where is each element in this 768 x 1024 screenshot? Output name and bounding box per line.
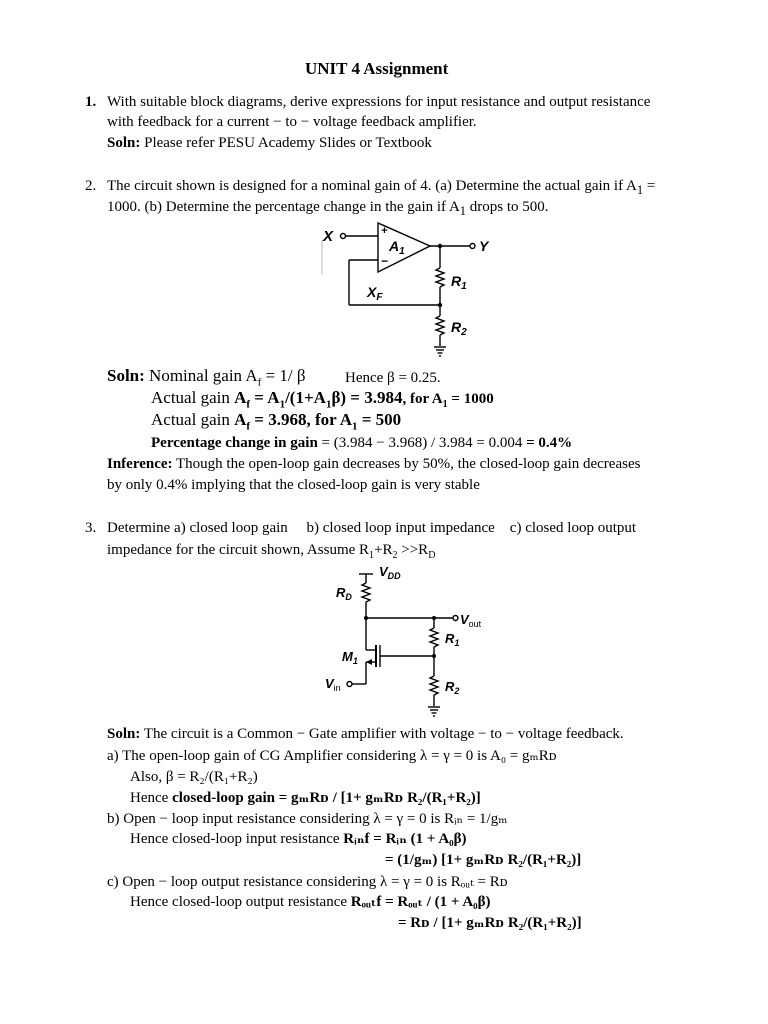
q1-soln-text: Please refer PESU Academy Slides or Textbook: [140, 135, 432, 151]
q2-actual2-eq: $A_f = 3.968$, for $A_1 = 500$: [234, 410, 402, 433]
q2-nominal-end: = 1/ β: [261, 366, 306, 385]
q3-soln-text: The circuit is a Common − Gate amplifier with voltage − to − voltage feedback.: [140, 726, 624, 742]
q3-vdd-label: $V_{DD}$: [379, 564, 401, 581]
q2-pct-text: = (3.984 − 3.968) / 3.984 = 0.004: [317, 435, 527, 451]
q2-actual1-label: Actual gain: [151, 388, 235, 407]
q3-b-line3: = (1/gₘ) [1+ gₘRᴅ R₂/(R₁+R₂)]: [385, 852, 582, 868]
q3-r1-label: $R_1$: [445, 631, 460, 648]
q2-nominal-text: Nominal gain A: [144, 366, 258, 385]
q2-inference-label: Inference:: [107, 456, 173, 472]
q2-number: 2.: [85, 178, 97, 194]
q3-m1-label: $M_1$: [342, 649, 358, 666]
q3-a-line2: Also, β = R₂/(R₁+R₂): [130, 769, 258, 785]
q2-line1-text: The circuit shown is designed for a nominal gain of 4. (a) Determine the actual gain if A: [107, 178, 637, 194]
q2-r1-label: $R_1$: [451, 273, 467, 292]
q3-rd-resistor: [362, 583, 370, 602]
q3-a-line1: a) The open-loop gain of CG Amplifier considering λ = γ = 0 is A₀ = gₘRᴅ: [107, 748, 557, 764]
q2-soln-label: Soln:: [107, 366, 145, 385]
q3-line2: impedance for the circuit shown, Assume $R_1+R_2 >>R_D$: [107, 542, 436, 561]
q2-nominal-sub: f: [257, 376, 262, 389]
q3-r2-resistor: [430, 676, 438, 695]
q2-line1-end: =: [643, 178, 656, 194]
q3-vin-terminal: [347, 682, 352, 687]
q1-line2: with feedback for a current − to − voltage feedback amplifier.: [107, 114, 477, 130]
q1-soln-label: Soln:: [107, 135, 141, 151]
q2-actual1-eq: $A_f = A_1/(1+A_1\beta) = 3.984$: [234, 388, 403, 411]
q2-minus-sign: −: [381, 254, 389, 268]
q2-a1-label: $A_1$: [389, 238, 405, 257]
q3-r2-label: $R_2$: [445, 679, 460, 696]
q2-plus-sign: +: [381, 225, 388, 237]
q3-vin-label: $V_{in}$: [325, 676, 341, 693]
q2-r2-label: $R_2$: [451, 319, 467, 338]
q2-line2-sub: 1: [459, 204, 467, 218]
q2-xf-label: $X_F$: [367, 284, 383, 303]
q3-a-line3: [130, 788, 481, 808]
q1-number: 1.: [85, 94, 97, 110]
q2-line2-end: drops to 500.: [466, 199, 549, 215]
q3-b-line2-label: Hence closed-loop input resistance: [130, 831, 344, 847]
q2-pct-label: Percentage change in gain: [151, 435, 318, 451]
q1-line1: With suitable block diagrams, derive expressions for input resistance and output resistance: [107, 94, 651, 110]
q2-inference-line2: by only 0.4% implying that the closed-loop gain is very stable: [107, 477, 480, 493]
q3-closed-loop-gain: closed-loop gain = gₘRᴅ / [1+ gₘRᴅ R₂/(R₁+R₂)]: [172, 790, 481, 806]
q2-x-label: X: [323, 228, 334, 245]
q3-mosfet-arrow: [366, 659, 372, 665]
q3-c-line3: = Rᴅ / [1+ gₘRᴅ R₂/(R₁+R₂)]: [398, 915, 582, 931]
q2-inference-text: Though the open-loop gain decreases by 50%, the closed-loop gain decreases: [172, 456, 641, 472]
q2-beta: Hence β = 0.25.: [345, 370, 441, 386]
q3-c-line1: c) Open − loop output resistance considering λ = γ = 0 is Rₒᵤₜ = Rᴅ: [107, 874, 508, 890]
q2-line1-sub: 1: [636, 183, 644, 197]
page-title: UNIT 4 Assignment: [305, 59, 449, 78]
q2-line2-text: 1000. (b) Determine the percentage change in the gain if A: [107, 199, 460, 215]
q3-vout-label: $V_{out}$: [460, 612, 482, 629]
q3-a-line3-label: Hence: [130, 790, 173, 806]
q3-number: 3.: [85, 520, 97, 536]
q3-closed-loop-rout: Rₒᵤₜf = Rₒᵤₜ / (1 + A₀β): [350, 894, 491, 910]
q3-r1-resistor: [430, 628, 438, 647]
q3-b-line1: b) Open − loop input resistance considering λ = γ = 0 is Rᵢₙ = 1/gₘ: [107, 811, 508, 827]
q3-closed-loop-rin: Rᵢₙf = Rᵢₙ (1 + A₀β): [343, 831, 467, 847]
q3-b-line2: [130, 829, 467, 849]
q3-soln-line: [107, 724, 624, 744]
q3-c-line2-label: Hence closed-loop output resistance: [130, 894, 351, 910]
q2-actual2-label: Actual gain: [151, 410, 235, 429]
q3-soln-label: Soln:: [107, 726, 141, 742]
q2-y-label: Y: [479, 238, 489, 254]
q3-vout-terminal: [453, 616, 458, 621]
q2-actual1-cond: , for $A_1 = 1000$: [402, 391, 494, 410]
q2-pct-value: = 0.4%: [526, 435, 573, 451]
q3-rd-label: $R_D$: [336, 585, 352, 602]
q3-line1: Determine a) closed loop gain b) closed loop input impedance c) closed loop output: [107, 520, 637, 536]
q3-c-line2: [130, 892, 491, 912]
